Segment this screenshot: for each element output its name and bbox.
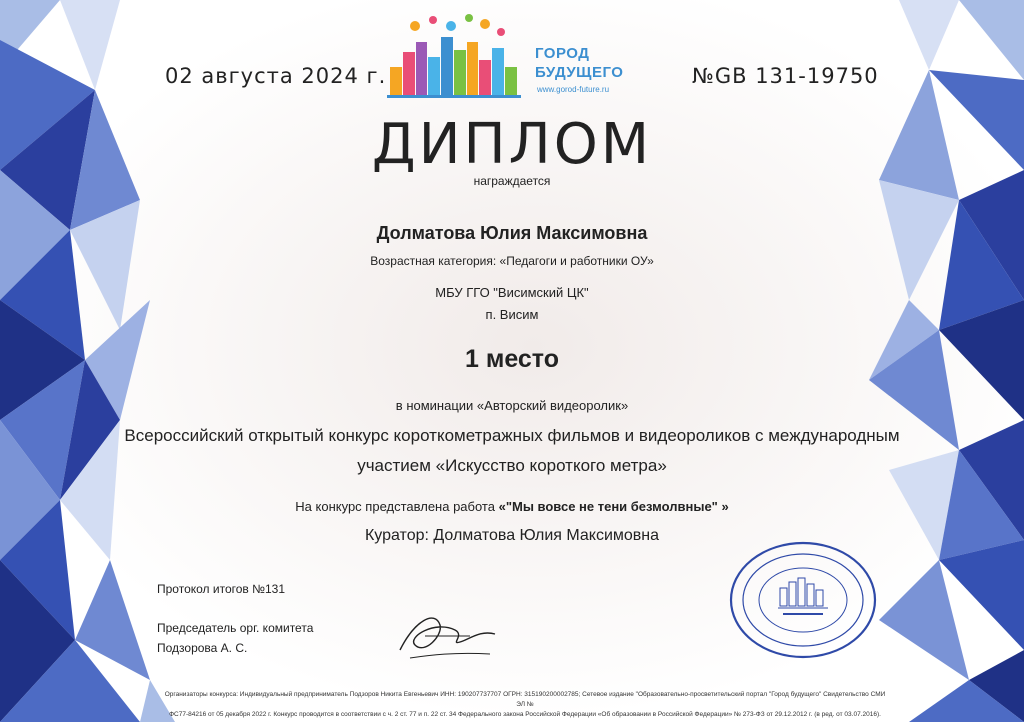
logo-name-line2: БУДУЩЕГО [535, 64, 624, 81]
submitted-work [0, 499, 1024, 514]
organization-stamp [728, 540, 878, 660]
settlement: п. Висим [485, 307, 539, 322]
chair-signature [395, 600, 505, 670]
curator: Куратор: Долматова Юлия Максимовна [364, 527, 660, 544]
recipient-name: Долматова Юлия Максимовна [376, 223, 648, 243]
gorod-budushchego-logo [385, 12, 635, 104]
nomination: в номинации «Авторский видеоролик» [395, 398, 629, 413]
work-prefix: На конкурс представлена работа [295, 499, 499, 514]
awarded-label: награждается [473, 174, 551, 188]
footer-line1: Организаторы конкурса: Индивидуальный предприниматель Подзоров Никита Евгеньевич ИНН: 190207737707 ОГРН: 315190200002785; Сетевое издание "Образовательно-просветительский портал "Город будущего" Свидетельство СМИ ЭЛ № [164, 691, 886, 708]
diploma-title: ДИПЛОМ [371, 112, 653, 177]
chair-title: Председатель орг. комитета [157, 621, 314, 635]
diploma-number: №GB 131-19750 [692, 64, 879, 88]
logo-name-line1: ГОРОД [535, 45, 590, 62]
age-category: Возрастная категория: «Педагоги и работники ОУ» [370, 254, 654, 268]
city-skyline-icon [385, 12, 535, 104]
organization: МБУ ГГО "Висимский ЦК" [435, 285, 589, 300]
contest-name-line2: участием «Искусство короткого метра» [357, 456, 667, 475]
contest-name-line1: Всероссийский открытый конкурс короткометражных фильмов и видеороликов с международным [124, 426, 900, 445]
footer-line2: ФС77-84216 от 05 декабря 2022 г. Конкурс проводится в соответствии с ч. 2 ст. 77 и п. 22 ст. 34 Федерального закона Российской Федерации «Об образовании в Российской Федерации» № 273-ФЗ от 29.12.2012 г. (в ред. от 03.07.2016). [169, 711, 881, 718]
issue-date: 02 августа 2024 г. [165, 64, 387, 88]
protocol-number: Протокол итогов №131 [157, 582, 286, 596]
award-rank: 1 место [464, 345, 559, 373]
logo-url: www.gorod-future.ru [537, 85, 610, 94]
chair-name: Подзорова А. С. [157, 641, 248, 655]
organizer-footer [160, 690, 890, 720]
work-title: «"Мы вовсе не тени безмолвные" » [498, 499, 729, 514]
